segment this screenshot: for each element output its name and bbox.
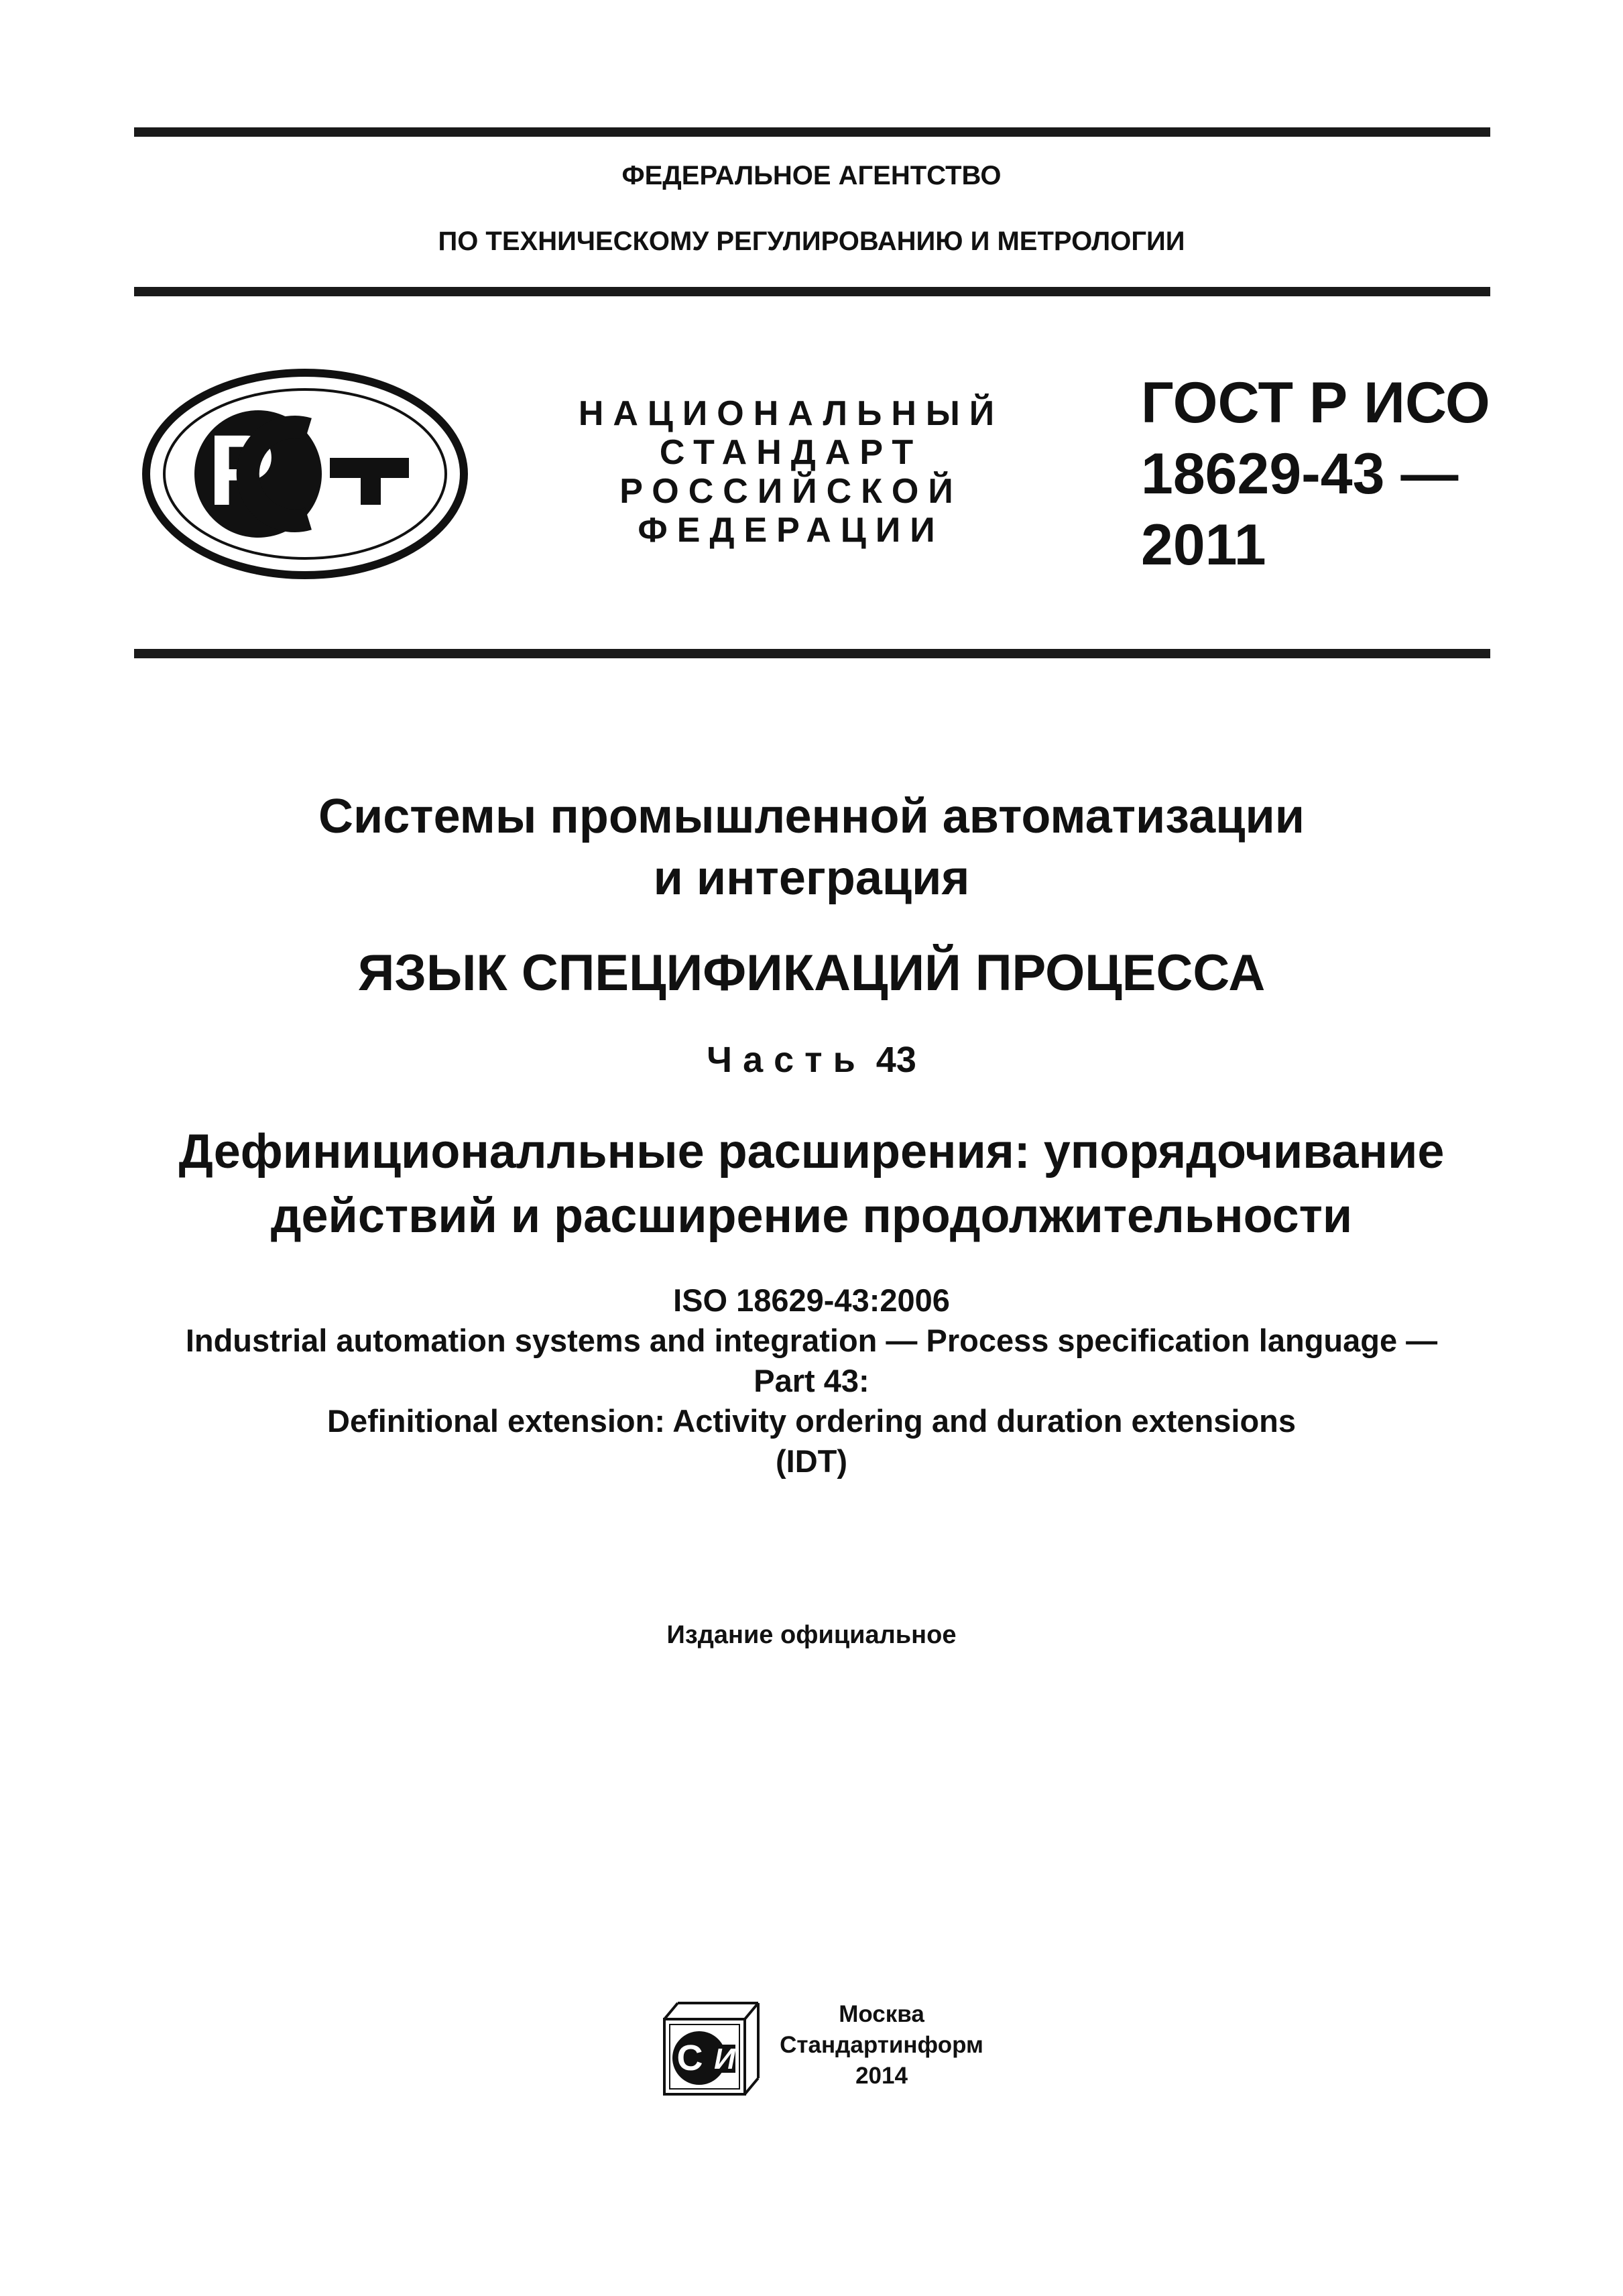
rst-logo-icon: [141, 367, 469, 581]
part-subtitle-line-1: Дефиниционалльные расширения: упорядочивание: [178, 1125, 1445, 1179]
svg-text:С: С: [676, 2038, 703, 2078]
part-subtitle: [0, 1120, 1623, 1248]
part-subtitle-line-2: действий и расширение продолжительности: [270, 1189, 1353, 1243]
publisher-name: Стандартинформ: [780, 2032, 983, 2058]
standartinform-logo-icon: [660, 1999, 761, 2098]
publication-year: 2014: [855, 2063, 908, 2089]
edition-label: Издание официальное: [666, 1621, 957, 1649]
designation-line: 2011: [1141, 513, 1266, 577]
series-title-line-1: Системы промышленной автоматизации: [318, 790, 1305, 843]
part-label: [0, 1039, 1623, 1081]
part-number: 43: [876, 1040, 916, 1080]
english-title-block: [0, 1280, 1623, 1482]
national-standard-label: [577, 394, 1006, 550]
english-title-line: Definitional extension: Activity ordering and duration extensions: [327, 1403, 1296, 1439]
publisher-city: Москва: [839, 2001, 924, 2027]
svg-text:И: И: [714, 2043, 735, 2075]
header-rule: [134, 287, 1490, 296]
designation-line: 18629-43 —: [1141, 442, 1459, 506]
top-rule: [134, 127, 1490, 137]
designation-line: ГОСТ Р ИСО: [1141, 371, 1490, 435]
agency-line-1: ФЕДЕРАЛЬНОЕ АГЕНТСТВО: [621, 161, 1002, 190]
national-standard-line: СТАНДАРТ: [659, 433, 923, 472]
standard-block-rule: [134, 649, 1490, 658]
svg-text:Р: Р: [207, 414, 276, 526]
english-title-line: Part 43:: [754, 1363, 869, 1398]
series-title-line-2: и интеграция: [653, 851, 970, 905]
national-standard-line: НАЦИОНАЛЬНЫЙ: [578, 394, 1004, 433]
national-standard-line: РОССИЙСКОЙ: [619, 472, 963, 511]
series-title: [0, 786, 1623, 909]
agency-line-2: ПО ТЕХНИЧЕСКОМУ РЕГУЛИРОВАНИЮ И МЕТРОЛОГИИ: [438, 227, 1185, 256]
part-word: Часть: [707, 1040, 866, 1080]
iso-designation: ISO 18629-43:2006: [673, 1282, 950, 1318]
english-title-line: Industrial automation systems and integration — Process specification language —: [185, 1323, 1438, 1358]
national-standard-line: ФЕДЕРАЦИИ: [638, 511, 945, 550]
standard-designation: [1141, 367, 1490, 581]
publisher-block: [774, 1999, 989, 2092]
identity-mark: (IDT): [775, 1443, 847, 1479]
main-title: ЯЗЫК СПЕЦИФИКАЦИЙ ПРОЦЕССА: [357, 945, 1266, 1002]
